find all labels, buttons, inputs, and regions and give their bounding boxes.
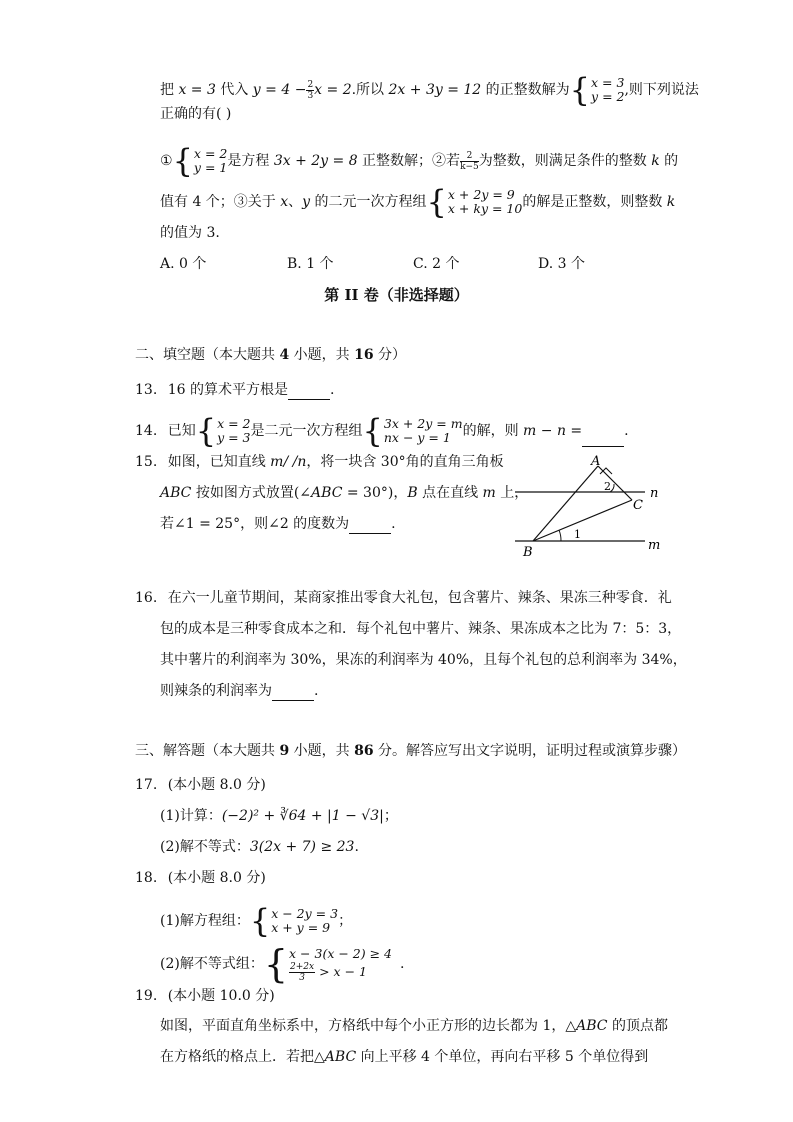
equation-system: { x = 2 y = 3 xyxy=(195,412,251,450)
choice-b: B. 1 个 xyxy=(287,256,334,272)
choice-d: D. 3 个 xyxy=(538,256,585,272)
text: 若∠1 = 25°，则∠2 的度数为 xyxy=(160,516,350,532)
side-ba xyxy=(533,466,598,541)
label-n: n xyxy=(650,486,659,501)
math: 3(2x + 7) ≥ 23 xyxy=(249,839,355,855)
text: (1)计算： xyxy=(160,808,222,824)
q18-part-1 xyxy=(160,902,353,940)
text: = 30°)， xyxy=(342,485,408,501)
question-number: 19. xyxy=(135,988,158,1004)
math: ABC xyxy=(311,485,343,501)
fraction xyxy=(289,962,315,983)
text: 则辣条的利润率为 xyxy=(160,683,272,699)
q19-line-2 xyxy=(160,1047,648,1067)
text: 分） xyxy=(373,347,407,363)
math: k xyxy=(666,194,676,210)
frac-den: 3 xyxy=(307,90,314,101)
q16-line-4 xyxy=(160,681,318,701)
math: ABC xyxy=(324,1049,357,1065)
math: (−2)² + ∛64 + |1 − √3| xyxy=(221,808,384,824)
score: (本小题 8.0 分) xyxy=(167,777,266,793)
text: 的二元一次方程组 xyxy=(310,194,427,210)
question-number: 15. xyxy=(135,454,158,470)
text: ； xyxy=(383,808,398,824)
text: 点在直线 xyxy=(417,485,483,501)
text: 代入 xyxy=(215,82,253,98)
sys-row: x = 2 xyxy=(217,416,251,431)
math: y = 4 − xyxy=(252,82,307,98)
text: (2)解不等式： xyxy=(160,839,250,855)
text: 是二元一次方程组 xyxy=(250,423,363,439)
sys-row: x = 3 xyxy=(591,75,625,90)
sys-row: x − 3(x − 2) ≥ 4 xyxy=(289,946,393,961)
text: 、 xyxy=(288,194,303,210)
text: . xyxy=(314,683,319,699)
math: y xyxy=(302,194,311,210)
text: 的解是正整数，则整数 xyxy=(522,194,667,210)
frac-num: 2+2x xyxy=(290,962,315,972)
section-heading xyxy=(135,741,686,761)
circled-number: ① xyxy=(160,153,173,169)
angle-1-arc xyxy=(559,530,561,541)
question-number: 17. xyxy=(135,777,158,793)
text: 为整数，则满足条件的整数 xyxy=(478,153,652,169)
sys-row xyxy=(289,962,392,983)
part-title: 第 II 卷（非选择题） xyxy=(324,286,469,304)
math: x = 2 xyxy=(314,82,352,98)
text: 86 xyxy=(354,743,374,759)
math: x xyxy=(280,194,289,210)
text: 在六一儿童节期间，某商家推出零食大礼包，包含薯片、辣条、果冻三种零食．礼 xyxy=(167,590,672,606)
text: 如图，已知直线 xyxy=(167,454,271,470)
q12-line-5: 的值为 3. xyxy=(160,225,220,241)
text: 小题，共 xyxy=(289,347,355,363)
text: 正整数解；②若 xyxy=(357,153,461,169)
q17-header xyxy=(135,775,266,795)
math: m/ /n xyxy=(270,454,307,470)
math: k xyxy=(651,153,660,169)
text: 9 xyxy=(279,743,290,759)
text: (2)解不等式组： xyxy=(160,956,264,972)
text: . xyxy=(624,423,629,439)
frac-num: 2 xyxy=(307,79,314,90)
equation-system: { x − 2y = 3 x + y = 9 xyxy=(249,902,339,940)
question-number: 13. xyxy=(135,382,158,398)
sys-row: x + 2y = 9 xyxy=(447,187,515,202)
sys-row: x = 2 xyxy=(193,146,228,161)
inequality-system: { x − 3(x − 2) ≥ 4 $\frac{2+2x}{3}$ > x − 1 xyxy=(263,942,393,986)
text: .所以 xyxy=(351,82,389,98)
sys-row: y = 2 xyxy=(591,89,625,104)
q17-part-1 xyxy=(160,806,398,826)
text: 是方程 xyxy=(227,153,274,169)
label-c: C xyxy=(633,498,643,513)
text: . xyxy=(354,839,359,855)
text: 二、填空题（本大题共 xyxy=(135,347,280,363)
sys-row: x + ky = 10 xyxy=(447,201,523,216)
right-angle-mark xyxy=(600,468,612,474)
equation-system: { x = 2 y = 1 xyxy=(172,142,228,180)
text: 如图，平面直角坐标系中，方格纸中每个小正方形的边长都为 1，△ xyxy=(160,1018,577,1034)
sys-row: y = 3 xyxy=(217,430,251,445)
score: (本小题 10.0 分) xyxy=(167,988,275,1004)
question-number: 14. xyxy=(135,423,158,439)
math: m xyxy=(482,485,496,501)
frac-den: 3 xyxy=(299,973,305,983)
text: . xyxy=(400,956,405,972)
q19-header xyxy=(135,986,275,1006)
score: (本小题 8.0 分) xyxy=(167,870,266,886)
math: 3x + 2y = 8 xyxy=(273,153,358,169)
q16-line-2: 包的成本是三种零食成本之和．每个礼包中薯片、辣条、果冻成本之比为 7：5：3， xyxy=(160,621,682,637)
sys-row: x − 2y = 3 xyxy=(271,906,339,921)
text: 值有 4 个；③关于 xyxy=(160,194,281,210)
answer-blank xyxy=(272,686,314,701)
text: 的顶点都 xyxy=(607,1018,668,1034)
math: > x − 1 xyxy=(319,964,367,979)
label-b: B xyxy=(523,545,533,560)
sys-row: y = 1 xyxy=(193,160,228,175)
text: 上， xyxy=(495,485,529,501)
math: B xyxy=(407,485,418,501)
q12-line-2: 正确的有( ) xyxy=(160,106,232,122)
sys-row: nx − y = 1 xyxy=(383,430,451,445)
q16-line-1 xyxy=(135,588,672,608)
q19-line-1 xyxy=(160,1016,668,1036)
text: 向上平移 4 个单位，再向右平移 5 个单位得到 xyxy=(356,1049,649,1065)
text: 的 xyxy=(659,153,679,169)
text: 已知 xyxy=(167,423,196,439)
text: ，将一块含 30°角的直角三角板 xyxy=(306,454,504,470)
math: 2x + 3y = 12 xyxy=(388,82,482,98)
label-a: A xyxy=(591,454,601,469)
text: . xyxy=(391,516,396,532)
text: . xyxy=(329,382,335,398)
choice-c: C. 2 个 xyxy=(413,256,460,272)
equation-system: { x + 2y = 9 x + ky = 10 xyxy=(426,183,523,221)
text: (1)解方程组： xyxy=(160,913,250,929)
text: 的正整数解为 xyxy=(481,82,570,98)
text: 在方格纸的格点上．若把△ xyxy=(160,1049,325,1065)
equation-system: { x = 3 y = 2 xyxy=(569,71,625,109)
q18-part-2 xyxy=(160,942,405,986)
q16-line-3: 其中薯片的利润率为 30%，果冻的利润率为 40%，且每个礼包的总利润率为 34%， xyxy=(160,652,687,668)
q17-part-2 xyxy=(160,837,359,857)
question-text: 16 的算术平方根是 xyxy=(167,382,288,398)
sys-row: x + y = 9 xyxy=(271,920,331,935)
text: 把 xyxy=(160,82,179,98)
label-angle-2: 2 xyxy=(604,480,611,493)
label-m: m xyxy=(648,538,661,553)
text: 三、解答题（本大题共 xyxy=(135,743,280,759)
text: 的解，则 xyxy=(462,423,524,439)
choice-a: A. 0 个 xyxy=(160,256,207,272)
math: ABC xyxy=(576,1018,608,1034)
frac-den: k−5 xyxy=(460,161,479,172)
text: ； xyxy=(338,913,353,929)
text: ,则下列说法 xyxy=(624,82,699,98)
text: 4 xyxy=(279,347,290,363)
question-number: 16. xyxy=(135,590,158,606)
text: 16 xyxy=(354,347,374,363)
frac-num: 2 xyxy=(460,151,479,162)
text: 小题，共 xyxy=(289,743,355,759)
label-angle-1: 1 xyxy=(574,528,581,541)
text: 分。解答应写出文字说明，证明过程或演算步骤） xyxy=(373,743,687,759)
math: ABC xyxy=(160,485,192,501)
equation-system: { 3x + 2y = m nx − y = 1 xyxy=(362,412,463,450)
sys-row: 3x + 2y = m xyxy=(383,416,463,431)
q18-header xyxy=(135,868,266,888)
math: m − n = xyxy=(523,423,583,439)
side-bc xyxy=(533,500,632,541)
question-number: 18. xyxy=(135,870,158,886)
math: x = 3 xyxy=(178,82,216,98)
text: 按如图方式放置(∠ xyxy=(191,485,312,501)
